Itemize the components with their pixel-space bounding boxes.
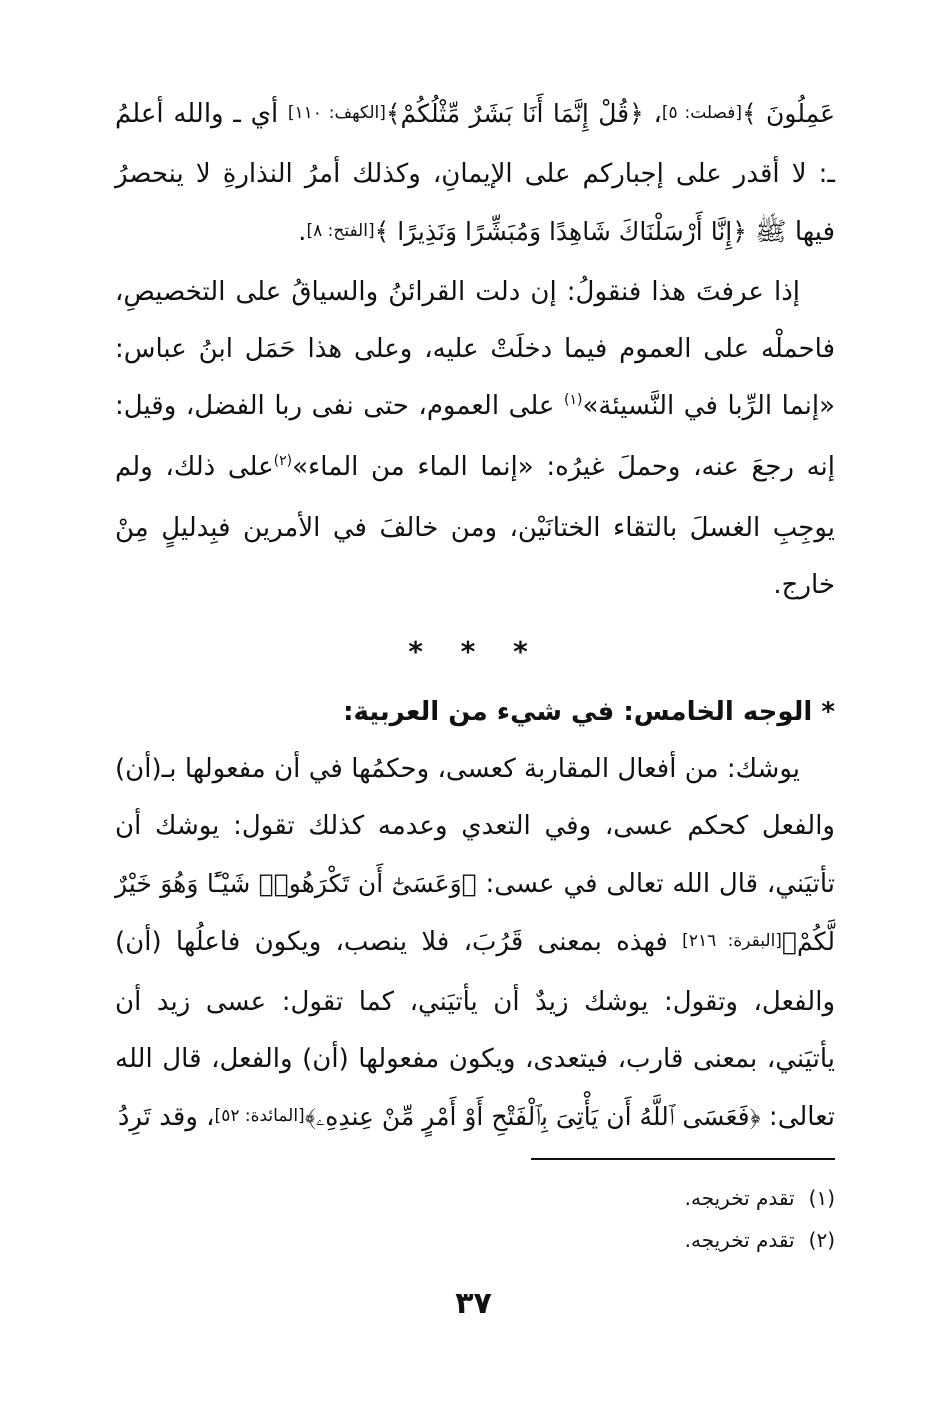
footnotes: [115, 1180, 835, 1264]
text-segment: على ذلك، ولم يوجِبِ الغسلَ بالتقاء الختانَيْن، ومن خالفَ في الأمرين فبِدليلٍ مِنْ خارج.: [115, 452, 835, 600]
paragraph-1: [115, 85, 835, 264]
footnote-marker[interactable]: (١): [564, 392, 583, 408]
section-separator: * * *: [408, 635, 542, 668]
page-number: ٣٧: [455, 1286, 492, 1321]
text-segment: على العموم، حتى نفى ربا الفضل، وقيل: إنه رجعَ عنه، وحملَ غيرُه: «إنما الماء من الماء»: [115, 391, 835, 482]
quran-verse: عَمِلُونَ ﴾: [742, 99, 835, 128]
text-segment: إذا عرفتَ هذا فنقولُ: إن دلت القرائنُ والسياقُ على التخصيصِ، فاحملْه على العموم فيما دخلَتْ عليه، وعلى هذا حَمَل ابنُ عباس: «إنما الرِّبا في النَّسيئة»: [115, 277, 835, 421]
verse-reference: [الكهف: ١١٠]: [287, 103, 386, 123]
footnote-number: (٢): [808, 1228, 835, 1252]
text-segment: يوشك: من أفعال المقاربة كعسى، وحكمُها في أن مفعولها بـ(أن) والفعل كحكم عسى، وفي التعدي وعدمه كذلك تقول: يوشك أن تأتيَني، قال الله تعالى في عسى:: [115, 754, 836, 899]
heading-text: الوجه الخامس: في شيء من العربية:: [343, 697, 822, 727]
page-body: [115, 85, 835, 1149]
text-segment: أي ـ والله أعلمُ ـ: لا أقدر على إجباركم على الإيمانِ، وكذلك أمرُ النذارةِ لا ينحصرُ فيها ﷺ: [115, 99, 835, 247]
footnote-item: [115, 1180, 835, 1216]
footnote-divider: [531, 1158, 835, 1160]
footnote-number: (١): [808, 1186, 835, 1210]
footnote-text: تقدم تخريجه.: [684, 1186, 795, 1210]
quran-verse: ﴿وَعَسَىٰٓ أَن تَكْرَهُوا۟ شَيْـًٔا وَهُوَ خَيْرٌ لَّكُمْ﴾: [115, 869, 836, 956]
verse-reference: [الفتح: ٨]: [306, 221, 375, 241]
quran-verse: ﴿إِنَّا أَرْسَلْنَاكَ شَاهِدًا وَمُبَشِّرًا وَنَذِيرًا ﴾: [374, 217, 747, 246]
text-segment: ،: [643, 99, 662, 129]
quran-verse: ﴿قُلْ إِنَّمَا أَنَا بَشَرٌ مِّثْلُكُمْ﴾: [385, 99, 644, 128]
text-segment: .: [298, 217, 307, 247]
quran-verse: ﴿فَعَسَى ٱللَّهُ أَن يَأْتِىَ بِٱلْفَتْحِ أَوْ أَمْرٍ مِّنْ عِندِهِۦ﴾: [304, 1102, 761, 1131]
verse-reference: [البقرة: ٢١٦]: [682, 931, 782, 951]
footnote-item: [115, 1222, 835, 1258]
heading-bullet: *: [821, 697, 835, 727]
section-heading: [115, 684, 835, 741]
verse-reference: [المائدة: ٥٢]: [214, 1106, 305, 1126]
verse-reference: [فصلت: ٥]: [661, 103, 743, 123]
paragraph-3: [115, 741, 835, 1149]
text-segment: ، وقد تَرِدُ: [117, 1102, 215, 1132]
footnote-text: تقدم تخريجه.: [684, 1228, 795, 1252]
footnote-marker[interactable]: (٢): [273, 453, 293, 469]
text-segment: فهذه بمعنى قَرُبَ، فلا ينصب، ويكون فاعلُها (أن) والفعل، وتقول: يوشك زيدٌ أن يأتيَني، كما تقول: عسى زيد أن يأتيَني، بمعنى قارب، فيتعدى، ويكون مفعولها (أن) والفعل، قال الله تعالى:: [115, 927, 835, 1132]
paragraph-2: [115, 264, 835, 614]
